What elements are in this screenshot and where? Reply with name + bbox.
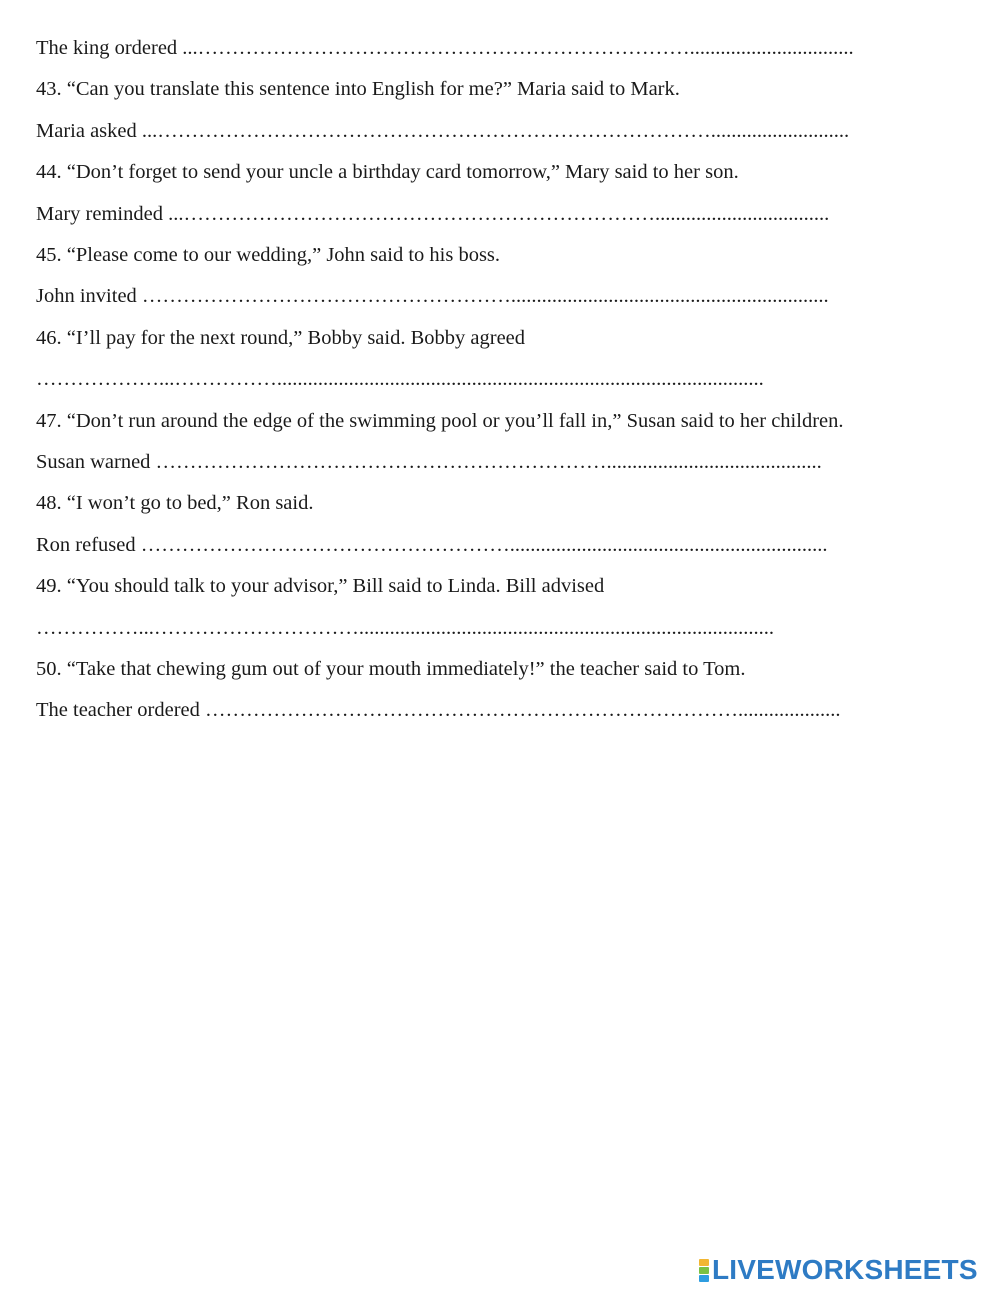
- answer-line[interactable]: Susan warned …………………………………………………………..........................................: [36, 451, 822, 473]
- question-text: 47. “Don’t run around the edge of the swimming pool or you’ll fall in,” Susan said to her children.: [36, 410, 844, 432]
- question-text: 46. “I’ll pay for the next round,” Bobby said. Bobby agreed: [36, 327, 526, 349]
- question-text: 48. “I won’t go to bed,” Ron said.: [36, 492, 314, 514]
- answer-line[interactable]: Ron refused ………………………………………………..............................................................: [36, 534, 828, 556]
- question-text: 49. “You should talk to your advisor,” Bill said to Linda. Bill advised: [36, 575, 605, 597]
- answer-line[interactable]: Mary reminded ...……………………………………………………………..................................: [36, 203, 830, 225]
- question-text: 43. “Can you translate this sentence into English for me?” Maria said to Mark.: [36, 78, 680, 100]
- answer-line[interactable]: ………………...……………...............................................................................................: [36, 368, 764, 390]
- answer-line[interactable]: John invited ………………………………………………..............................................................: [36, 285, 829, 307]
- logo-icon: [699, 1259, 709, 1282]
- answer-line[interactable]: ……………...………………………….................................................................................: [36, 617, 774, 639]
- question-text: 45. “Please come to our wedding,” John said to his boss.: [36, 244, 501, 266]
- logo-block-bottom: [699, 1275, 709, 1282]
- logo-block-middle: [699, 1267, 709, 1274]
- answer-line[interactable]: Maria asked ...………………………………………………………………………...........................: [36, 120, 850, 142]
- question-text: 44. “Don’t forget to send your uncle a birthday card tomorrow,” Mary said to her son.: [36, 161, 739, 183]
- liveworksheets-logo: [699, 1256, 978, 1284]
- logo-block-top: [699, 1259, 709, 1266]
- question-text: 50. “Take that chewing gum out of your mouth immediately!” the teacher said to Tom.: [36, 658, 746, 680]
- answer-line[interactable]: The teacher ordered ……………………………………………………………………....................: [36, 699, 841, 721]
- logo-text: LIVEWORKSHEETS: [712, 1254, 978, 1285]
- answer-line[interactable]: The king ordered ...………………………………………………………………................................: [36, 37, 854, 59]
